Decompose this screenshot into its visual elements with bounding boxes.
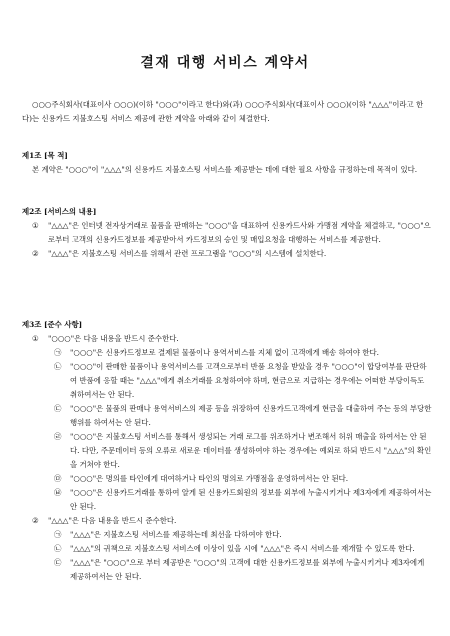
article-3-2-sub-2: [22, 542, 432, 556]
article-3-1-sub-6: [22, 486, 432, 514]
sub-text: "○○○"은 신용카드정보로 결제된 물품이나 용역서비스를 지체 없이 고객에게 배송 하여야 한다.: [70, 348, 380, 357]
article-2-heading: 제2조 [서비스의 내용]: [22, 207, 97, 216]
sub-marker: ㉢: [54, 558, 62, 567]
sub-text: "△△△"의 귀책으로 지불호스팅 서비스에 이상이 있을 시에 "△△△"은 즉시 서비스를 재개할 수 있도록 한다.: [70, 544, 415, 553]
intro-section: [22, 98, 432, 126]
article-3-1-sub-2: [22, 360, 432, 402]
sub-text: "○○○"은 지불호스팅 서비스를 통해서 생성되는 거래 로그를 위조하거나 변조해서 허위 매출을 하여서는 안 된다. 다만, 주문데이터 등의 오류로 새로운 데이터를 생성하여야 하는 경우에는 예외로 하되 반드시 "△△△"의 확인을 거쳐야 한다.: [70, 432, 432, 469]
sub-marker: ㉢: [54, 404, 62, 413]
document-title: 결재 대행 서비스 계약서: [140, 55, 310, 71]
item-marker: ①: [32, 221, 39, 230]
article-2: [22, 205, 432, 261]
item-text: "△△△"은 인터넷 전자상거래로 물품을 판매하는 "○○○"을 대표하여 신용카드사와 가맹점 계약을 체결하고, "○○○"으로부터 고객의 신용카드정보를 제공받아서 카드정보의 승인 및 매입요청을 대행하는 서비스를 제공한다.: [48, 221, 431, 244]
article-3-2-sub-3: [22, 556, 432, 584]
sub-marker: ㉡: [54, 544, 62, 553]
article-1-text: 본 계약은 "○○○"이 "△△△"의 신용카드 지불호스팅 서비스를 제공받는 데에 대한 필요 사항을 규정하는데 목적이 있다.: [32, 165, 418, 174]
sub-marker: ㉣: [54, 432, 62, 441]
article-3-1-sub-4: [22, 430, 432, 472]
sub-marker: ㉡: [54, 362, 62, 371]
article-1-heading: 제1조 [목 적]: [22, 151, 68, 160]
article-3: [22, 318, 432, 584]
sub-text: "△△△"은 "○○○"으로 부터 제공받은 "○○○"의 고객에 대한 신용카드정보를 외부에 누출시키거나 제3자에게 제공하여서는 안 된다.: [70, 558, 425, 581]
sub-text: "○○○"은 물품의 판매나 용역서비스의 제공 등을 위장하여 신용카드고객에게 현금을 대출하여 주는 등의 부당한 행위를 하여서는 안 된다.: [70, 404, 432, 427]
article-3-1-sub-1: [22, 346, 432, 360]
item-marker: ①: [32, 334, 39, 343]
sub-marker: ㉠: [54, 530, 62, 539]
article-3-2-sub-1: [22, 528, 432, 542]
article-3-item-1: [22, 332, 432, 346]
sub-text: "△△△"은 지불호스팅 서비스를 제공하는데 최선을 다하여야 한다.: [70, 530, 282, 539]
intro-text: ○○○주식회사(대표이사 ○○○)(이하 "○○○"이라고 한다)와(과) ○○○주식회사(대표이사 ○○○)(이하 "△△△"이라고 한다)는 신용카드 지불호스팅 서비스 제공에 관한 계약을 아래와 같이 체결한다.: [22, 100, 424, 123]
article-2-item-1: [22, 219, 432, 247]
article-3-heading: 제3조 [준수 사항]: [22, 320, 83, 329]
article-1: [22, 149, 432, 177]
sub-text: "○○○"은 신용카드거래를 통하여 알게 된 신용카드회원의 정보를 외부에 누출시키거나 제3자에게 제공하여서는 안 된다.: [70, 488, 432, 511]
item-text: "○○○"은 다음 내용을 반드시 준수한다.: [48, 334, 179, 343]
item-marker: ②: [32, 516, 39, 525]
sub-text: "○○○"이 판매한 물품이나 용역서비스를 고객으로부터 반품 요청을 받았을 경우 "○○○"이 합당여부를 판단하여 반품에 응할 때는 "△△△"에게 취소거래를 요청하여야 하며, 현금으로 지급하는 경우에는 어떠한 부당이득도 취하여서는 안 된다.: [70, 362, 427, 399]
item-marker: ②: [32, 249, 39, 258]
article-2-item-2: [22, 247, 432, 261]
article-3-1-sub-3: [22, 402, 432, 430]
article-3-item-2: [22, 514, 432, 528]
item-text: "△△△"은 지불호스팅 서비스를 위해서 관련 프로그램을 "○○○"의 시스템에 설치한다.: [48, 249, 327, 258]
item-text: "△△△"은 다음 내용을 반드시 준수한다.: [48, 516, 177, 525]
sub-text: "○○○"은 명의를 타인에게 대여하거나 타인의 명의로 가맹점을 운영하여서는 안 된다.: [70, 474, 349, 483]
sub-marker: ㉤: [54, 474, 62, 483]
sub-marker: ㉥: [54, 488, 62, 497]
article-3-1-sub-5: [22, 472, 432, 486]
sub-marker: ㉠: [54, 348, 62, 357]
